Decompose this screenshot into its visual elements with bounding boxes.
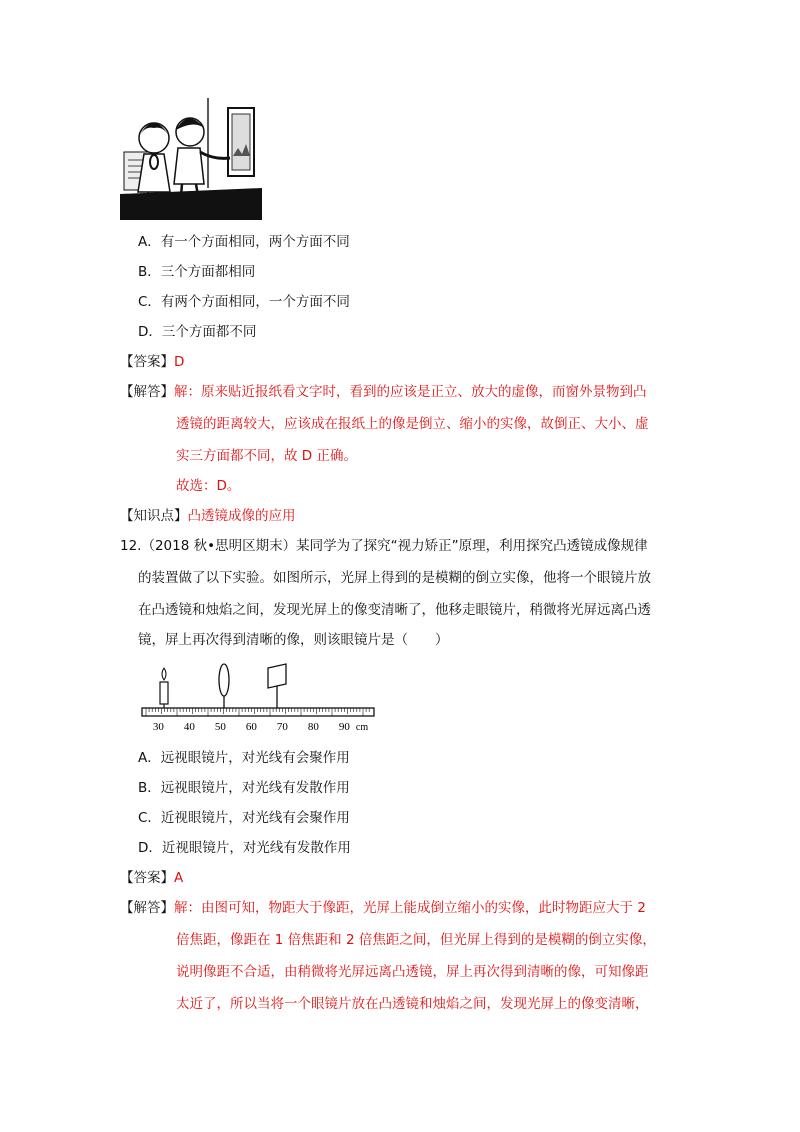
- ruler-label: 80: [307, 721, 319, 733]
- ruler-unit: cm: [355, 722, 369, 733]
- ruler-label: 70: [276, 721, 288, 733]
- analysis-line: 解：原来贴近报纸看文字时，看到的应该是正立、放大的虚像，而窗外景物到凸: [174, 384, 647, 400]
- q12-stem-line: 12.（2018 秋•思明区期末）某同学为了探究“视力矫正”原理，利用探究凸透镜成像规律: [120, 538, 648, 554]
- analysis-line: 实三方面都不同，故 D 正确。: [176, 448, 357, 464]
- q11-option-a: A．有一个方面相同，两个方面不同: [138, 234, 350, 250]
- q12-option-a: A．远视眼镜片，对光线有会聚作用: [138, 750, 350, 766]
- q12-option-d: D．近视眼镜片，对光线有发散作用: [138, 840, 351, 856]
- knowledge-tag: 【知识点】: [120, 508, 188, 524]
- children-newspaper-illustration: [120, 96, 262, 220]
- ruler-label: 60: [245, 721, 257, 733]
- q11-analysis-row: [120, 382, 647, 402]
- q11-answer-row: [120, 352, 184, 372]
- q11-option-d: D．三个方面都不同: [138, 324, 257, 340]
- analysis-line: 透镜的距离较大，应该成在报纸上的像是倒立、缩小的实像，故倒正、大小、虚: [176, 416, 649, 432]
- q11-option-b: B．三个方面都相同: [138, 264, 256, 280]
- answer-value: D: [174, 354, 185, 370]
- answer-value: A: [174, 870, 184, 886]
- answer-tag: 【答案】: [120, 354, 174, 370]
- knowledge-value: 凸透镜成像的应用: [187, 508, 296, 524]
- q12-option-b: B．远视眼镜片，对光线有发散作用: [138, 780, 350, 796]
- light-screen-icon: [268, 664, 286, 708]
- q12-stem-line: 镜，屏上再次得到清晰的像，则该眼镜片是（ ）: [138, 632, 449, 648]
- convex-lens-icon: [219, 664, 229, 708]
- ruler-label: 30: [152, 721, 164, 733]
- q11-option-c: C．有两个方面相同，一个方面不同: [138, 294, 350, 310]
- answer-tag: 【答案】: [120, 870, 174, 886]
- q12-analysis-row: [120, 898, 646, 918]
- ruler-label: 50: [214, 721, 226, 733]
- analysis-line: 倍焦距，像距在 1 倍焦距和 2 倍焦距之间，但光屏上得到的是模糊的倒立实像，: [176, 932, 656, 948]
- q11-knowledge-row: [120, 506, 296, 526]
- q12-option-c: C．近视眼镜片，对光线有会聚作用: [138, 810, 350, 826]
- candle-icon: [160, 668, 168, 708]
- analysis-line: 太近了，所以当将一个眼镜片放在凸透镜和烛焰之间，发现光屏上的像变清晰，: [176, 996, 649, 1012]
- ruler-label: 40: [183, 721, 195, 733]
- analysis-tag: 【解答】: [120, 384, 174, 400]
- ruler-label: 90: [338, 721, 350, 733]
- q12-stem-line: 在凸透镜和烛焰之间，发现光屏上的像变清晰了，他移走眼镜片，稍微将光屏远离凸透: [138, 602, 651, 618]
- analysis-tag: 【解答】: [120, 900, 174, 916]
- optical-bench-diagram: [140, 660, 380, 740]
- analysis-line: 解：由图可知，物距大于像距，光屏上能成倒立缩小的实像，此时物距应大于 2: [174, 900, 646, 916]
- q12-answer-row: [120, 868, 183, 888]
- analysis-line: 说明像距不合适，由稍微将光屏远离凸透镜，屏上再次得到清晰的像，可知像距: [176, 964, 649, 980]
- analysis-line: 故选：D。: [176, 478, 241, 494]
- q12-stem-line: 的装置做了以下实验。如图所示，光屏上得到的是模糊的倒立实像，他将一个眼镜片放: [138, 570, 651, 586]
